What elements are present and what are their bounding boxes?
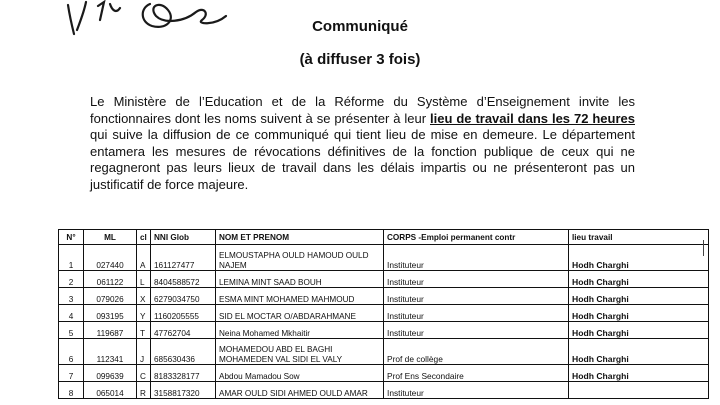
cell-nni: 1160205555	[151, 305, 216, 322]
cell-cl: R	[137, 382, 151, 399]
cell-ml: 061122	[84, 271, 137, 288]
table-row	[59, 382, 709, 399]
cell-number: 5	[59, 322, 84, 339]
cell-corps: Prof Ens Secondaire	[384, 365, 569, 382]
cell-lieu: Hodh Charghi	[569, 271, 709, 288]
cell-corps: Instituteur	[384, 382, 569, 399]
header-corps: CORPS -Emploi permanent contr	[384, 230, 569, 245]
paragraph-part-1: Le Ministère de l’Education et de la Réforme du Système d’Enseignement invite les fonctionnaires dont les noms suivent à se présenter à leur	[90, 94, 635, 126]
cell-ml: 112341	[84, 339, 137, 365]
cell-name: Neina Mohamed Mkhaitir	[216, 322, 384, 339]
cell-lieu: Hodh Charghi	[569, 245, 709, 271]
table-row	[59, 245, 709, 271]
cell-corps: Instituteur	[384, 245, 569, 271]
cell-ml: 099639	[84, 365, 137, 382]
cell-name: AMAR OULD SIDI AHMED OULD AMAR	[216, 382, 384, 399]
header-nom: NOM ET PRENOM	[216, 230, 384, 245]
cell-lieu: Hodh Charghi	[569, 365, 709, 382]
cell-cl: L	[137, 271, 151, 288]
table-row	[59, 271, 709, 288]
paragraph-emphasis: lieu de travail dans les 72 heures	[430, 110, 635, 126]
cell-ml: 027440	[84, 245, 137, 271]
cell-lieu: Hodh Charghi	[569, 322, 709, 339]
cell-number: 1	[59, 245, 84, 271]
header-ml: ML	[84, 230, 137, 245]
cell-ml: 093195	[84, 305, 137, 322]
cell-cl: Y	[137, 305, 151, 322]
table-row	[59, 365, 709, 382]
cell-number: 7	[59, 365, 84, 382]
table-row	[59, 288, 709, 305]
cell-nni: 6279034750	[151, 288, 216, 305]
cell-lieu: Hodh Charghi	[569, 305, 709, 322]
cell-corps: Prof de collège	[384, 339, 569, 365]
table-row	[59, 305, 709, 322]
cell-nni: 3158817320	[151, 382, 216, 399]
cell-name: ESMA MINT MOHAMED MAHMOUD	[216, 288, 384, 305]
header-lieu: lieu travail	[569, 230, 709, 245]
cell-nni: 47762704	[151, 322, 216, 339]
cell-number: 4	[59, 305, 84, 322]
communique-paragraph	[90, 94, 635, 194]
table-header-row	[59, 230, 709, 245]
cell-corps: Instituteur	[384, 305, 569, 322]
header-n: N°	[59, 230, 84, 245]
cell-nni: 8183328177	[151, 365, 216, 382]
cell-ml: 079026	[84, 288, 137, 305]
document-subtitle: (à diffuser 3 fois)	[299, 51, 421, 68]
cell-name: LEMINA MINT SAAD BOUH	[216, 271, 384, 288]
personnel-table	[58, 229, 709, 399]
cell-name: ELMOUSTAPHA OULD HAMOUD OULD NAJEM	[216, 245, 384, 271]
cell-name: SID EL MOCTAR O/ABDARAHMANE	[216, 305, 384, 322]
cell-ml: 065014	[84, 382, 137, 399]
header-cl: cl	[137, 230, 151, 245]
cell-name: Abdou Mamadou Sow	[216, 365, 384, 382]
header-nni: NNI Glob	[151, 230, 216, 245]
cell-nni: 685630436	[151, 339, 216, 365]
document-title: Communiqué	[312, 18, 408, 35]
cell-cl: T	[137, 322, 151, 339]
cell-nni: 161127477	[151, 245, 216, 271]
cell-corps: Instituteur	[384, 288, 569, 305]
cell-cl: X	[137, 288, 151, 305]
cell-number: 6	[59, 339, 84, 365]
scan-mark	[703, 240, 710, 256]
paragraph-part-2: qui suive la diffusion de ce communiqué qui tient lieu de mise en demeure. Le département entamera les mesures de révocations définitives de la fonction publique de ceux qui ne regagneront pas leurs lieux de travail dans les délais impartis ou ne présenteront pas un justificatif de force majeure.	[90, 127, 635, 192]
cell-lieu: Hodh Charghi	[569, 288, 709, 305]
table-row	[59, 339, 709, 365]
cell-corps: Instituteur	[384, 271, 569, 288]
cell-number: 3	[59, 288, 84, 305]
cell-cl: A	[137, 245, 151, 271]
cell-number: 8	[59, 382, 84, 399]
cell-name: MOHAMEDOU ABD EL BAGHI MOHAMEDEN VAL SIDI EL VALY	[216, 339, 384, 365]
cell-number: 2	[59, 271, 84, 288]
table-row	[59, 322, 709, 339]
cell-cl: J	[137, 339, 151, 365]
cell-nni: 8404588572	[151, 271, 216, 288]
cell-lieu	[569, 382, 709, 399]
cell-ml: 119687	[84, 322, 137, 339]
cell-corps: Instituteur	[384, 322, 569, 339]
cell-cl: C	[137, 365, 151, 382]
cell-lieu: Hodh Charghi	[569, 339, 709, 365]
